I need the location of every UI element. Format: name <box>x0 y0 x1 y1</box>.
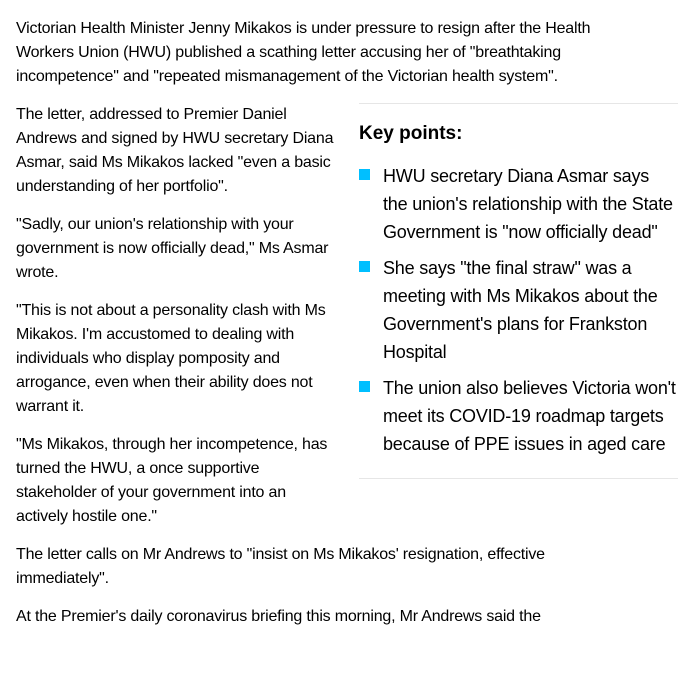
key-point-item <box>359 254 678 366</box>
paragraph: "Sadly, our union's relationship with your government is now officially dead," Ms Asmar wrote. <box>16 216 329 281</box>
key-points-box <box>359 103 678 479</box>
key-point-item <box>359 162 678 246</box>
key-point-text: HWU secretary Diana Asmar says the union's relationship with the State Government is "now officially dead" <box>383 166 673 242</box>
paragraph: At the Premier's daily coronavirus briefing this morning, Mr Andrews said the <box>16 608 541 625</box>
key-points-title: Key points: <box>359 123 463 144</box>
key-point-text: The union also believes Victoria won't meet its COVID-19 roadmap targets because of PPE issues in aged care <box>383 378 676 454</box>
square-bullet-icon <box>359 261 370 272</box>
key-point-text: She says "the final straw" was a meeting with Ms Mikakos about the Government's plans for Frankston Hospital <box>383 258 658 362</box>
key-points-list <box>359 162 678 458</box>
paragraph: "This is not about a personality clash with Ms Mikakos. I'm accustomed to dealing with individuals who display pomposity and arrogance, even when their ability does not warrant it. <box>16 302 326 415</box>
square-bullet-icon <box>359 169 370 180</box>
paragraph: The letter, addressed to Premier Daniel Andrews and signed by HWU secretary Diana Asmar, said Ms Mikakos lacked "even a basic understanding of her portfolio". <box>16 106 334 195</box>
key-point-item <box>359 374 678 458</box>
paragraph: "Ms Mikakos, through her incompetence, has turned the HWU, a once supportive stakeholder of your government into an actively hostile one." <box>16 436 328 525</box>
square-bullet-icon <box>359 381 370 392</box>
paragraph: The letter calls on Mr Andrews to "insist on Ms Mikakos' resignation, effective immediately". <box>16 546 545 587</box>
intro-paragraph: Victorian Health Minister Jenny Mikakos is under pressure to resign after the Health Workers Union (HWU) published a scathing letter accusing her of "breathtaking incompetence" and "repeated mismanagement of the Victorian health system". <box>16 20 591 85</box>
